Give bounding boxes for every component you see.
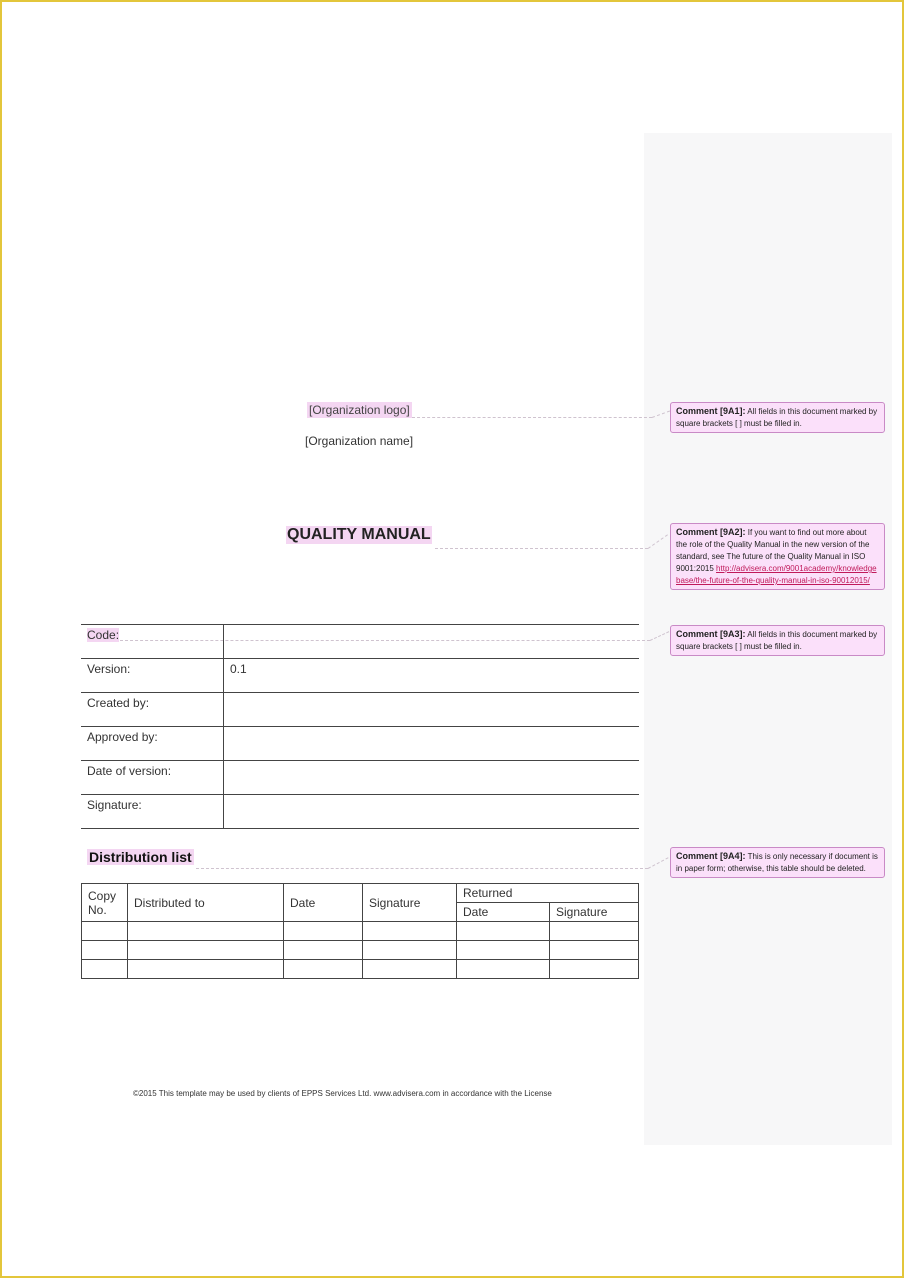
comment-9a1[interactable] xyxy=(670,402,885,433)
table-cell[interactable] xyxy=(128,960,284,979)
table-row xyxy=(81,625,639,659)
table-cell[interactable] xyxy=(363,922,457,941)
approved-by-value[interactable] xyxy=(224,727,640,761)
distributed-to-header: Distributed to xyxy=(128,884,284,922)
copy-no-header: Copy No. xyxy=(82,884,128,922)
created-by-label: Created by: xyxy=(81,693,224,727)
table-cell[interactable] xyxy=(82,922,128,941)
table-row xyxy=(82,960,639,979)
table-row xyxy=(82,922,639,941)
table-row xyxy=(81,693,639,727)
organization-logo-placeholder[interactable]: [Organization logo] xyxy=(309,403,410,417)
version-value[interactable]: 0.1 xyxy=(224,659,640,693)
table-cell[interactable] xyxy=(82,960,128,979)
approved-by-label: Approved by: xyxy=(81,727,224,761)
table-cell[interactable] xyxy=(82,941,128,960)
table-cell[interactable] xyxy=(550,960,639,979)
comment-9a2[interactable] xyxy=(670,523,885,590)
distribution-list-heading: Distribution list xyxy=(89,849,192,865)
comment-text: If you want to find out more about the role of the Quality Manual in the new version of the standard, see The future of the Quality Manual in ISO 9001:2015 xyxy=(676,528,870,573)
returned-date-header: Date xyxy=(457,903,550,922)
comment-id: Comment [9A1]: xyxy=(676,406,746,416)
comment-text: All fields in this document marked by square brackets [ ] must be filled in. xyxy=(676,407,878,428)
organization-name-placeholder[interactable]: [Organization name] xyxy=(305,434,414,448)
table-row xyxy=(82,941,639,960)
date-of-version-value[interactable] xyxy=(224,761,640,795)
table-cell[interactable] xyxy=(363,941,457,960)
table-cell[interactable] xyxy=(284,960,363,979)
created-by-value[interactable] xyxy=(224,693,640,727)
document-title: QUALITY MANUAL xyxy=(287,526,431,543)
comment-link[interactable]: http://advisera.com/9001academy/knowledgebase/the-future-of-the-quality-manual-in-iso-90012015/ xyxy=(676,564,877,585)
comment-id: Comment [9A2]: xyxy=(676,527,746,537)
comment-connector-1 xyxy=(412,417,652,418)
table-cell[interactable] xyxy=(128,922,284,941)
code-value[interactable] xyxy=(224,625,640,659)
comment-id: Comment [9A3]: xyxy=(676,629,746,639)
date-header: Date xyxy=(284,884,363,922)
table-row xyxy=(81,761,639,795)
comment-connector-2 xyxy=(435,548,648,549)
table-cell[interactable] xyxy=(363,960,457,979)
date-of-version-label: Date of version: xyxy=(81,761,224,795)
comment-text: All fields in this document marked by square brackets [ ] must be filled in. xyxy=(676,630,878,651)
table-cell[interactable] xyxy=(550,922,639,941)
version-label: Version: xyxy=(81,659,224,693)
license-footer: ©2015 This template may be used by clients of EPPS Services Ltd. www.advisera.com in accordance with the License xyxy=(133,1089,552,1098)
signature-header: Signature xyxy=(363,884,457,922)
returned-header: Returned xyxy=(457,884,639,903)
table-header-row xyxy=(82,884,639,903)
table-row xyxy=(81,795,639,829)
table-row xyxy=(81,727,639,761)
distribution-table xyxy=(81,883,639,979)
code-label-cell xyxy=(81,625,224,659)
table-cell[interactable] xyxy=(284,922,363,941)
returned-signature-header: Signature xyxy=(550,903,639,922)
comment-id: Comment [9A4]: xyxy=(676,851,746,861)
table-cell[interactable] xyxy=(457,922,550,941)
table-cell[interactable] xyxy=(128,941,284,960)
table-cell[interactable] xyxy=(457,941,550,960)
table-cell[interactable] xyxy=(284,941,363,960)
table-cell[interactable] xyxy=(457,960,550,979)
signature-label: Signature: xyxy=(81,795,224,829)
comment-connector-4 xyxy=(196,868,648,869)
comment-9a3[interactable] xyxy=(670,625,885,656)
comment-9a4[interactable] xyxy=(670,847,885,878)
table-cell[interactable] xyxy=(550,941,639,960)
document-info-table xyxy=(81,624,639,829)
signature-value[interactable] xyxy=(224,795,640,829)
code-label: Code: xyxy=(87,628,120,642)
comment-text: This is only necessary if document is in paper form; otherwise, this table should be deleted. xyxy=(676,852,878,873)
table-row xyxy=(81,659,639,693)
